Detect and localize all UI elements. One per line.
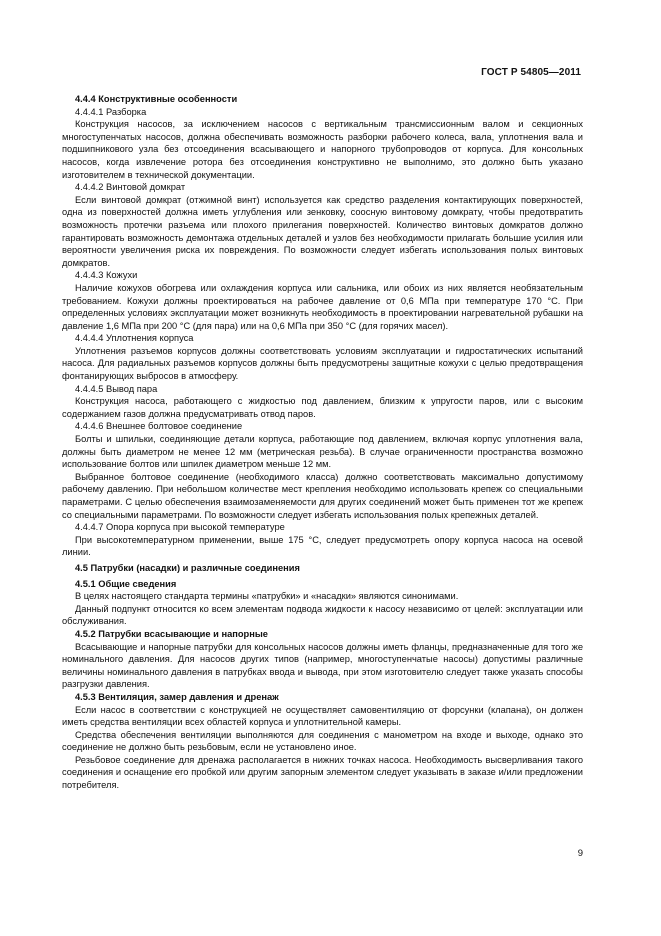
paragraph: Средства обеспечения вентиляции выполняются для соединения с манометром на входе и выходе, однако это соединение не должно быть резьбовым, если не установлено иное. xyxy=(62,729,583,753)
document-header: ГОСТ Р 54805—2011 xyxy=(481,67,581,78)
subsection-title: 4.4.4.7 Опора корпуса при высокой температуре xyxy=(75,522,285,533)
paragraph: При высокотемпературном применении, выше 175 °С, следует предусмотреть опору корпуса насоса на осевой линии. xyxy=(62,534,583,558)
paragraph: Конструкция насосов, за исключением насосов с вертикальным трансмиссионным валом и секционных многоступенчатых насосов, должна обеспечивать возможность разборки рабочего колеса, вала, уплотнения вала и подшипникового узла без отсоединения всасывающего и напорного трубопроводов от корпуса. Для консольных насосов, когда извлечение ротора без отсоединения конструктивно не выполнимо, это должно быть указано изготовителем в технической документации. xyxy=(62,119,583,180)
section-heading: 4.5.2 Патрубки всасывающие и напорные xyxy=(75,628,268,639)
page-number: 9 xyxy=(577,848,583,859)
section-heading: 4.5.3 Вентиляция, замер давления и дренаж xyxy=(75,691,279,702)
paragraph: Всасывающие и напорные патрубки для консольных насосов должны иметь фланцы, предназначенные для того же номинального давления. Для насосов других типов (например, многоступенчатые насосы) допустимы различные величины номинального давления в патрубках ввода и вывода, при этом изготовителю следует также указать способы разгрузки давления. xyxy=(62,641,583,690)
paragraph: Если насос в соответствии с конструкцией не осуществляет самовентиляцию от форсунки (клапана), он должен иметь средства вентиляции всех областей корпуса и уплотнительной камеры. xyxy=(62,704,583,728)
section-heading: 4.5 Патрубки (насадки) и различные соединения xyxy=(75,562,300,573)
paragraph: Выбранное болтовое соединение (необходимого класса) должно соответствовать максимально допустимому рабочему давлению. При небольшом количестве мест крепления необходимо использовать крепеж со специальными параметрами. С целью обеспечения взаимозаменяемости для других соединений может быть применен тот же крепеж со специальными параметрами. По возможности следует избегать использования полых крепежных деталей. xyxy=(62,471,583,520)
document-body xyxy=(62,93,583,792)
subsection-title: 4.4.4.1 Разборка xyxy=(75,106,147,117)
subsection-title: 4.4.4.5 Вывод пара xyxy=(75,383,158,394)
paragraph: Резьбовое соединение для дренажа располагается в нижних точках насоса. Необходимость высверливания такого соединения и оснащение его пробкой или другим запорным элементом следует указывать в заказе и/или предложении потребителя. xyxy=(62,754,583,791)
paragraph: Болты и шпильки, соединяющие детали корпуса, работающие под давлением, включая корпус уплотнения вала, должны быть диаметром не менее 12 мм (метрическая резьба). В случае ограниченности пространства возможно использование болтов или шпилек диаметром меньше 12 мм. xyxy=(62,434,583,470)
subsection-title: 4.4.4.3 Кожухи xyxy=(75,270,138,281)
paragraph: Конструкция насоса, работающего с жидкостью под давлением, близким к упругости паров, или с высоким содержанием газов должна предусматривать отвод паров. xyxy=(62,396,583,419)
paragraph: Данный подпункт относится ко всем элементам подвода жидкости к насосу независимо от целей: эксплуатации или обслуживания. xyxy=(62,603,583,627)
section-heading: 4.4.4 Конструктивные особенности xyxy=(75,94,238,104)
section-heading: 4.5.1 Общие сведения xyxy=(75,578,177,589)
paragraph: В целях настоящего стандарта термины «патрубки» и «насадки» являются синонимами. xyxy=(75,591,459,602)
paragraph: Уплотнения разъемов корпусов должны соответствовать условиям эксплуатации и гидростатических испытаний насоса. Для радиальных разъемов корпусов должны быть предусмотрены защитные кожухи с целью предотвращения фонтанирующих выбросов в атмосферу. xyxy=(62,345,583,382)
subsection-title: 4.4.4.6 Внешнее болтовое соединение xyxy=(75,421,243,432)
subsection-title: 4.4.4.2 Винтовой домкрат xyxy=(75,182,186,193)
paragraph: Наличие кожухов обогрева или охлаждения корпуса или сальника, или обоих из них является необязательным требованием. Кожухи должны проектироваться на рабочее давление от 0,6 МПа при температуре 170 °С. При определенных условиях эксплуатации может возникнуть необходимость в проектировании нагревательной рубашки на давление 1,6 МПа при 200 °С (для пара) или на 0,6 МПа при 350 °С (для горячих масел). xyxy=(62,282,583,331)
paragraph: Если винтовой домкрат (отжимной винт) используется как средство разделения контактирующих поверхностей, одна из поверхностей должна иметь углубления или зенковку, соосную винтовому домкрату, чтобы предотвратить возможность протечки разъема или плохого прилегания поверхностей. Количество винтовых домкратов должно гарантировать возможность демонтажа отдельных деталей и узлов без необходимости прилагать большие усилия или вероятности увеличения риска их повреждения. По возможности следует избегать использования полых винтовых домкратов. xyxy=(62,194,583,268)
subsection-title: 4.4.4.4 Уплотнения корпуса xyxy=(75,333,194,344)
